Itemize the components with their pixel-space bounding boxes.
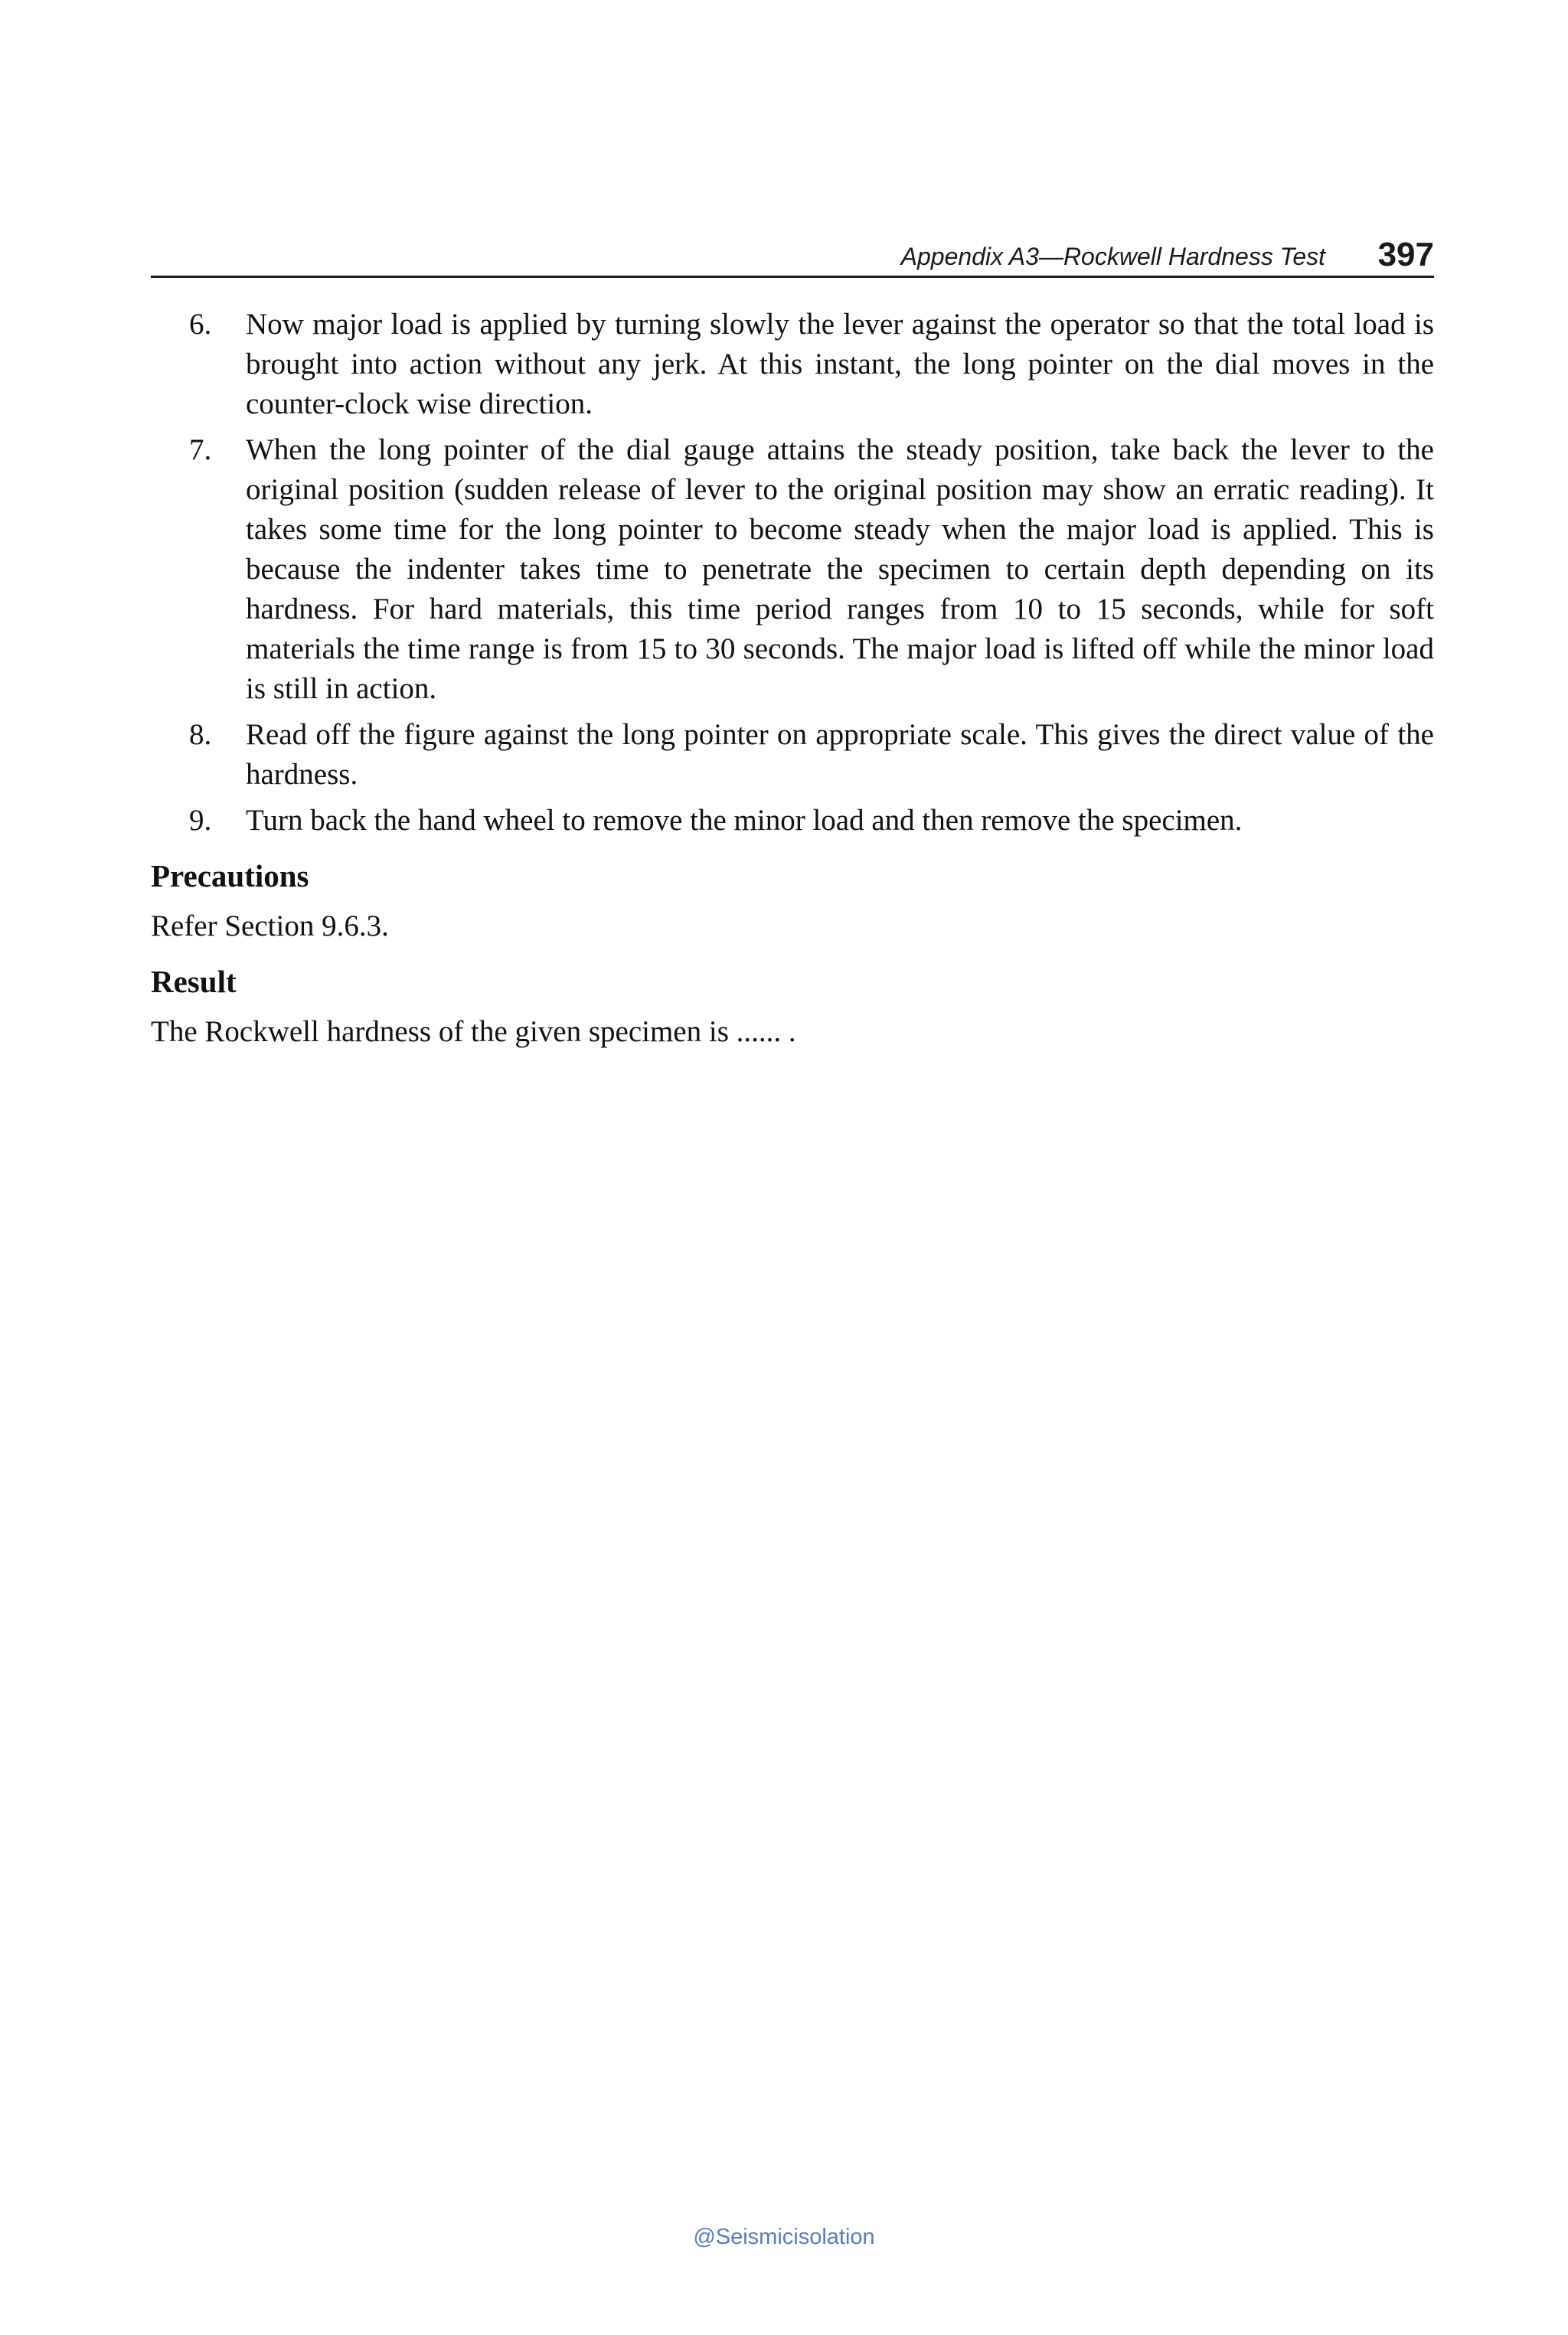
step-text: When the long pointer of the dial gauge attains the steady position, take back the lever to the original position (sudden release of lever to the original position may show an erratic reading). It takes some time for the long pointer to become steady when the major load is applied. This is because the indenter takes time to penetrate the specimen to certain depth depending on its hardness. For hard materials, this time period ranges from 10 to 15 seconds, while for soft materials the time range is from 15 to 30 seconds. The major load is lifted off while the minor load is still in action. <box>246 433 1434 705</box>
running-title: Appendix A3—Rockwell Hardness Test <box>900 243 1325 270</box>
precautions-text: Refer Section 9.6.3. <box>151 910 389 942</box>
result-heading: Result <box>151 964 237 999</box>
running-header <box>151 227 1434 278</box>
step-item-6 <box>151 305 1434 424</box>
step-number: 7. <box>189 433 212 466</box>
procedure-steps <box>151 305 1434 841</box>
step-item-8 <box>151 715 1434 795</box>
step-number: 8. <box>189 718 212 751</box>
step-item-7 <box>151 430 1434 709</box>
page-number: 397 <box>1377 236 1434 273</box>
step-item-9 <box>151 801 1434 841</box>
step-number: 6. <box>189 308 212 341</box>
step-number: 9. <box>189 804 212 837</box>
page-content <box>151 305 1434 1058</box>
step-text: Read off the figure against the long pointer on appropriate scale. This gives the direct value of the hardness. <box>246 718 1434 791</box>
precautions-heading: Precautions <box>151 858 309 893</box>
result-text: The Rockwell hardness of the given specimen is ...... . <box>151 1015 796 1048</box>
step-text: Now major load is applied by turning slowly the lever against the operator so that the total load is brought into action without any jerk. At this instant, the long pointer on the dial moves in the counter-clock wise direction. <box>246 308 1434 420</box>
step-text: Turn back the hand wheel to remove the minor load and then remove the specimen. <box>246 804 1243 837</box>
watermark: @Seismicisolation <box>693 2225 875 2249</box>
